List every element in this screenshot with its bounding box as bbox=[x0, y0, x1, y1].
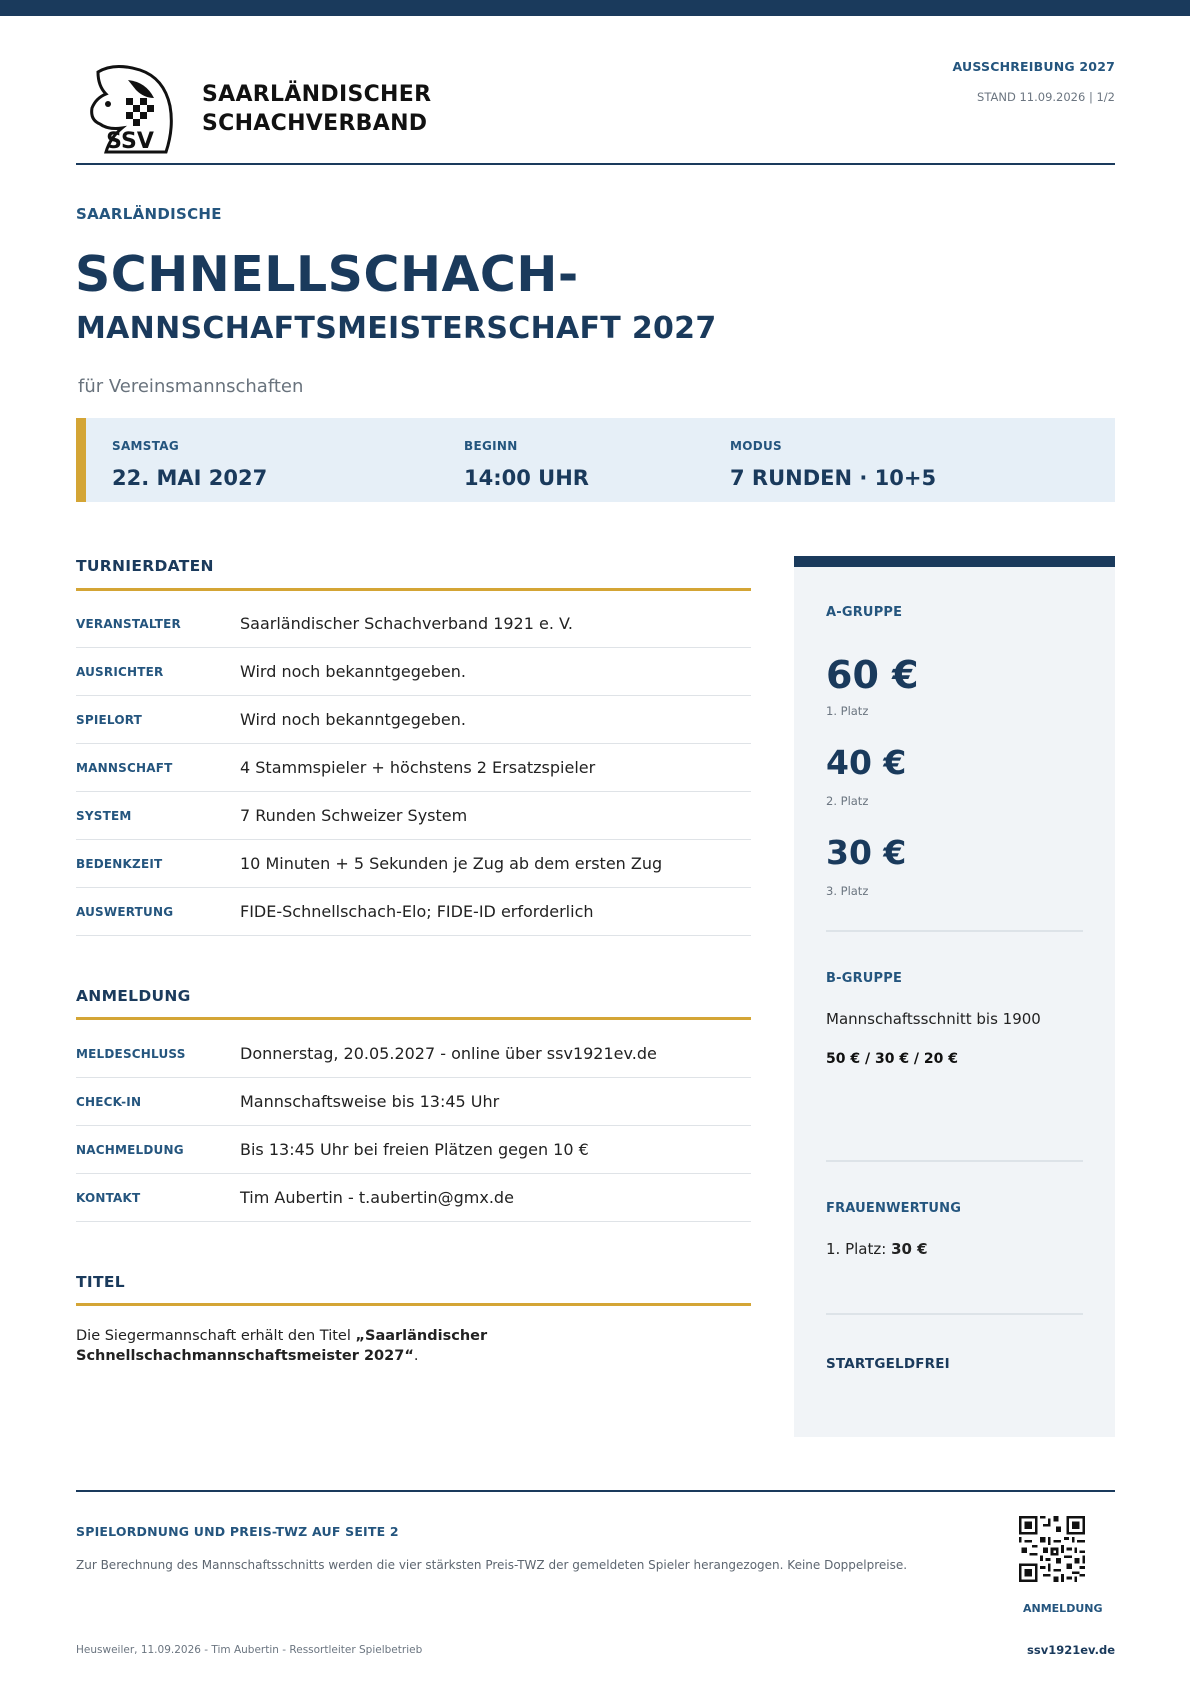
row-label: NACHMELDUNG bbox=[76, 1143, 184, 1157]
row-value: Saarländischer Schachverband 1921 e. V. bbox=[240, 614, 573, 633]
band-item-start bbox=[464, 439, 589, 490]
document-meta bbox=[953, 59, 1115, 104]
row-label: SPIELORT bbox=[76, 713, 143, 727]
table-row bbox=[76, 648, 751, 696]
startgeldfrei-note: STARTGELDFREI bbox=[826, 1356, 950, 1372]
knight-chess-logo-icon bbox=[84, 64, 174, 156]
section-rule bbox=[76, 588, 751, 591]
titel-text-bold: „Saarländischer Schnellschachmannschaftsmeister 2027“ bbox=[76, 1328, 488, 1364]
colophon: Heusweiler, 11.09.2026 - Tim Aubertin - Ressortleiter Spielbetrieb bbox=[76, 1644, 423, 1656]
page-subtitle: für Vereinsmannschaften bbox=[78, 376, 304, 397]
row-label: MANNSCHAFT bbox=[76, 761, 173, 775]
band-value: 7 RUNDEN · 10+5 bbox=[730, 466, 937, 490]
table-row bbox=[76, 888, 751, 936]
logo-mark-text: SSV bbox=[106, 129, 154, 154]
stand-page-info: STAND 11.09.2026 | 1/2 bbox=[977, 90, 1115, 104]
prize-amount-1: 60 € bbox=[826, 653, 919, 697]
table-row bbox=[76, 1126, 751, 1174]
titel-paragraph bbox=[76, 1326, 736, 1366]
b-gruppe-amounts: 50 € / 30 € / 20 € bbox=[826, 1051, 959, 1067]
anmeldung-table bbox=[76, 1030, 751, 1222]
logo-line-2: SCHACHVERBAND bbox=[202, 111, 428, 136]
band-accent-stripe bbox=[76, 418, 86, 502]
header-divider bbox=[76, 163, 1115, 165]
band-value: 14:00 UHR bbox=[464, 466, 589, 490]
b-gruppe-label: B-GRUPPE bbox=[826, 971, 903, 986]
table-row bbox=[76, 1078, 751, 1126]
key-facts-band bbox=[76, 418, 1115, 502]
prize-place-1: 1. Platz bbox=[826, 704, 869, 718]
table-row bbox=[76, 792, 751, 840]
section-heading-titel: TITEL bbox=[76, 1273, 125, 1291]
row-value: FIDE-Schnellschach-Elo; FIDE-ID erforderlich bbox=[240, 902, 594, 921]
row-value: Donnerstag, 20.05.2027 - online über ssv1921ev.de bbox=[240, 1044, 657, 1063]
section-rule bbox=[76, 1303, 751, 1306]
row-value: Wird noch bekanntgegeben. bbox=[240, 662, 466, 681]
section-heading-anmeldung: ANMELDUNG bbox=[76, 987, 191, 1005]
table-row bbox=[76, 696, 751, 744]
frauenwertung-prize bbox=[826, 1240, 928, 1258]
frauenwertung-label: FRAUENWERTUNG bbox=[826, 1201, 962, 1216]
page-title: SCHNELLSCHACH- bbox=[75, 246, 579, 303]
table-row bbox=[76, 600, 751, 648]
table-row bbox=[76, 1030, 751, 1078]
band-label: MODUS bbox=[730, 439, 782, 453]
row-label: KONTAKT bbox=[76, 1191, 141, 1205]
a-gruppe-label: A-GRUPPE bbox=[826, 605, 903, 620]
prize-place-3: 3. Platz bbox=[826, 884, 869, 898]
row-label: AUSWERTUNG bbox=[76, 905, 174, 919]
prize-amount-3: 30 € bbox=[826, 833, 907, 872]
band-label: SAMSTAG bbox=[112, 439, 180, 453]
band-item-mode bbox=[730, 439, 936, 490]
frauenwertung-place: 1. Platz: bbox=[826, 1240, 892, 1258]
ssv-logo bbox=[78, 58, 432, 160]
page-title-line-2: MANNSCHAFTSMEISTERSCHAFT 2027 bbox=[76, 311, 717, 346]
row-label: VERANSTALTER bbox=[76, 617, 181, 631]
band-item-date bbox=[112, 439, 267, 490]
b-gruppe-condition: Mannschaftsschnitt bis 1900 bbox=[826, 1010, 1041, 1028]
frauenwertung-amount: 30 € bbox=[891, 1240, 928, 1258]
table-row bbox=[76, 840, 751, 888]
row-label: BEDENKZEIT bbox=[76, 857, 163, 871]
logo-line-1: SAARLÄNDISCHER bbox=[202, 82, 432, 107]
table-row bbox=[76, 1174, 751, 1222]
sidebar-divider bbox=[826, 930, 1083, 932]
row-label: SYSTEM bbox=[76, 809, 132, 823]
top-accent-bar bbox=[0, 0, 1190, 16]
titel-text-before: Die Siegermannschaft erhält den Titel bbox=[76, 1328, 356, 1344]
qr-code-icon[interactable] bbox=[1019, 1516, 1085, 1582]
footer-title: SPIELORDNUNG UND PREIS-TWZ AUF SEITE 2 bbox=[76, 1524, 399, 1539]
sidebar-divider bbox=[826, 1160, 1083, 1162]
qr-code-label: ANMELDUNG bbox=[1023, 1602, 1103, 1615]
band-value: 22. MAI 2027 bbox=[112, 466, 268, 490]
footer-note: Zur Berechnung des Mannschaftsschnitts werden die vier stärksten Preis-TWZ der gemeldeten Spieler herangezogen. Keine Doppelpreise. bbox=[76, 1558, 908, 1572]
row-label: CHECK-IN bbox=[76, 1095, 142, 1109]
sidebar-divider bbox=[826, 1313, 1083, 1315]
prize-amount-2: 40 € bbox=[826, 743, 907, 782]
prize-place-2: 2. Platz bbox=[826, 794, 869, 808]
prize-sidebar bbox=[794, 556, 1115, 1437]
table-row bbox=[76, 744, 751, 792]
row-value: 4 Stammspieler + höchstens 2 Ersatzspieler bbox=[240, 758, 596, 777]
row-value: 7 Runden Schweizer System bbox=[240, 806, 468, 825]
row-value: Wird noch bekanntgegeben. bbox=[240, 710, 466, 729]
turnierdaten-table bbox=[76, 600, 751, 936]
row-value: 10 Minuten + 5 Sekunden je Zug ab dem ersten Zug bbox=[240, 854, 663, 873]
website-link[interactable]: ssv1921ev.de bbox=[1027, 1643, 1115, 1657]
sidebar-top-bar bbox=[794, 556, 1115, 567]
row-value: Mannschaftsweise bis 13:45 Uhr bbox=[240, 1092, 500, 1111]
row-value: Bis 13:45 Uhr bei freien Plätzen gegen 10 € bbox=[240, 1140, 589, 1159]
titel-text-after: . bbox=[413, 1348, 419, 1364]
band-label: BEGINN bbox=[464, 439, 518, 453]
row-label: MELDESCHLUSS bbox=[76, 1047, 186, 1061]
logo-wordmark bbox=[202, 80, 431, 138]
title-kicker: SAARLÄNDISCHE bbox=[76, 205, 222, 223]
footer-divider bbox=[76, 1490, 1115, 1492]
row-value: Tim Aubertin - t.aubertin@gmx.de bbox=[240, 1188, 514, 1207]
row-label: AUSRICHTER bbox=[76, 665, 164, 679]
document-label: AUSSCHREIBUNG 2027 bbox=[952, 59, 1115, 74]
section-rule bbox=[76, 1017, 751, 1020]
section-heading-turnierdaten: TURNIERDATEN bbox=[76, 557, 214, 575]
